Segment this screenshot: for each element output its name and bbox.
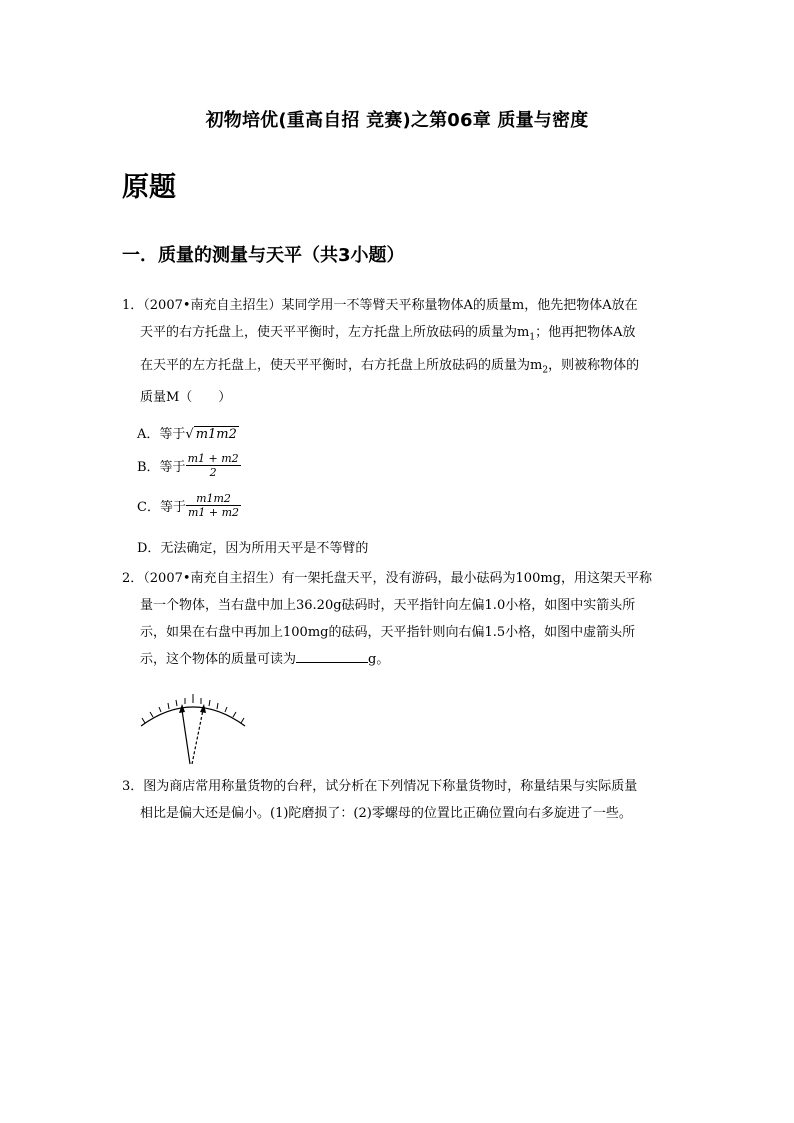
question-3 bbox=[122, 773, 637, 827]
sqrt-radicand: m1m2 bbox=[195, 427, 237, 442]
option-a-label: A．等于 bbox=[137, 427, 186, 442]
question-2-line-1: 2．（2007•南充自主招生）有一架托盘天平，没有游码，最小砝码为100mg，用这架天平称 bbox=[122, 571, 652, 586]
fraction-b-numerator: m1 + m2 bbox=[187, 452, 239, 465]
solid-pointer-arrow bbox=[182, 710, 190, 764]
option-c bbox=[137, 492, 241, 519]
option-d: D．无法确定，因为所用天平是不等臂的 bbox=[137, 541, 369, 556]
question-2-line-4 bbox=[122, 646, 652, 673]
dashed-pointer-arrow bbox=[192, 710, 203, 764]
subscript-2: 2 bbox=[542, 365, 549, 376]
question-1-line-2-text: 天平的右方托盘上，使天平平衡时，左方托盘上所放砝码的质量为m bbox=[140, 325, 530, 340]
question-1-line-2 bbox=[122, 319, 639, 352]
question-1 bbox=[122, 292, 639, 411]
question-1-line-3-text: 在天平的左方托盘上，使天平平衡时，右方托盘上所放砝码的质量为m bbox=[140, 357, 543, 373]
balance-scale-diagram bbox=[137, 688, 249, 766]
option-a bbox=[137, 423, 239, 442]
option-c-label: C．等于 bbox=[137, 500, 186, 515]
answer-blank bbox=[296, 649, 368, 663]
question-2 bbox=[122, 565, 652, 673]
option-b-label: B．等于 bbox=[137, 460, 186, 475]
fraction-c-denominator: m1 + m2 bbox=[187, 506, 240, 519]
fraction-b bbox=[186, 452, 241, 479]
subsection-title: 一．质量的测量与天平（共3小题） bbox=[122, 245, 405, 266]
question-1-line-1: 1．（2007•南充自主招生）某同学用一不等臂天平称量物体A的质量m，他先把物体A放在 bbox=[122, 298, 638, 313]
fraction-c bbox=[186, 492, 241, 519]
subscript-1: 1 bbox=[529, 332, 536, 343]
fraction-c-numerator: m1m2 bbox=[186, 492, 241, 506]
question-1-line-4: 质量M（ ） bbox=[140, 390, 232, 406]
scale-arc bbox=[141, 707, 245, 726]
section-title: 原题 bbox=[122, 172, 176, 203]
fraction-b-denominator: 2 bbox=[209, 466, 217, 479]
question-1-line-3-end: ，则被称物体的 bbox=[548, 357, 640, 373]
question-1-line-2-end: ；他再把物体A放 bbox=[535, 325, 636, 340]
page-title: 初物培优(重高自招 竞赛)之第06章 质量与密度 bbox=[205, 110, 589, 131]
question-2-line-4-unit: g。 bbox=[368, 652, 390, 667]
question-2-line-4-text: 示，这个物体的质量可读为 bbox=[140, 652, 297, 667]
question-3-line-2: 相比是偏大还是偏小。(1)陀磨损了：(2)零螺母的位置比正确位置向右多旋进了一些。 bbox=[140, 806, 632, 821]
sqrt-expression: √ m1m2 bbox=[185, 427, 237, 442]
question-3-line-1: 3．图为商店常用称量货物的台秤，试分析在下列情况下称量货物时，称量结果与实际质量 bbox=[122, 779, 638, 794]
question-2-line-2: 量一个物体，当右盘中加上36.20g砝码时，天平指针向左偏1.0小格，如图中实箭头所 bbox=[140, 598, 636, 613]
question-2-line-3: 示，如果在右盘中再加上100mg的砝码，天平指针则向右偏1.5小格，如图中虚箭头所 bbox=[140, 625, 636, 640]
scale-ticks bbox=[142, 694, 244, 723]
option-b bbox=[137, 452, 241, 479]
question-1-line-3 bbox=[122, 352, 639, 385]
